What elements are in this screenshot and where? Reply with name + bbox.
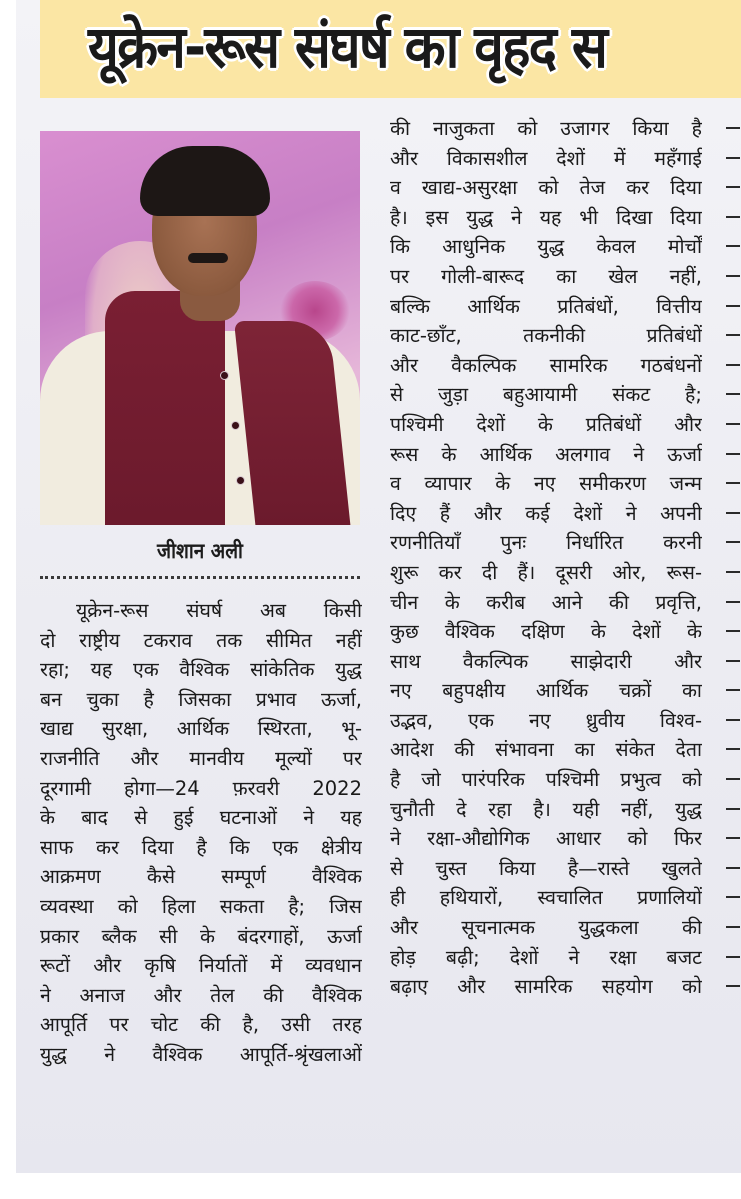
text-line: रहा; यह एक वैश्विक सांकेतिक युद्ध — [40, 658, 362, 682]
cut-off-text-fragment — [724, 469, 741, 499]
text-line: दिए हैं और कई देशों ने अपनी — [390, 501, 702, 525]
article-column-right — [390, 114, 702, 1002]
vest-left-panel — [105, 291, 225, 525]
text-line: बल्कि आर्थिक प्रतिबंधों, वित्तीय — [390, 294, 702, 318]
text-line: प्रकार ब्लैक सी के बंदरगाहों, ऊर्जा — [40, 924, 362, 948]
cut-off-text-fragment — [724, 114, 741, 144]
cut-off-text-fragment — [724, 824, 741, 854]
author-byline: जीशान अली — [157, 539, 243, 563]
cut-off-text-fragment — [724, 795, 741, 825]
vest-button — [220, 371, 229, 380]
article-column-left — [40, 596, 362, 1070]
cut-off-text-fragment — [724, 321, 741, 351]
cut-off-text-fragment — [724, 351, 741, 381]
text-line: आदेश की संभावना का संकेत देता — [390, 738, 702, 762]
text-line: दूरगामी होगा—24 फ़रवरी 2022 — [40, 776, 362, 800]
cut-off-text-fragment — [724, 232, 741, 262]
text-line: और सूचनात्मक युद्धकला की — [390, 916, 702, 940]
text-line: रूस के आर्थिक अलगाव ने ऊर्जा — [390, 442, 702, 466]
cut-off-text-fragment — [724, 144, 741, 174]
text-line: पश्चिमी देशों के प्रतिबंधों और — [390, 412, 702, 436]
text-line: बन चुका है जिसका प्रभाव ऊर्जा, — [40, 687, 362, 711]
text-line: बढ़ाए और सामरिक सहयोग को — [390, 975, 702, 999]
text-line: नए बहुपक्षीय आर्थिक चक्रों का — [390, 679, 702, 703]
text-line: उद्भव, एक नए ध्रुवीय विश्व- — [390, 708, 702, 732]
author-photo — [40, 131, 360, 525]
moustache — [188, 253, 228, 263]
text-line: ही हथियारों, स्वचालित प्रणालियों — [390, 886, 702, 910]
cut-off-text-fragment — [724, 440, 741, 470]
cut-off-text-fragment — [724, 972, 741, 1002]
text-line: साथ वैकल्पिक साझेदारी और — [390, 649, 702, 673]
cut-off-text-fragment — [724, 647, 741, 677]
cut-off-text-fragment — [724, 913, 741, 943]
cut-off-text-fragment — [724, 499, 741, 529]
vest-button — [231, 421, 240, 430]
cut-off-text-fragment — [724, 410, 741, 440]
truncated-next-column — [724, 114, 741, 1144]
text-line: ने अनाज और तेल की वैश्विक — [40, 983, 362, 1007]
cut-off-text-fragment — [724, 676, 741, 706]
text-line: राजनीति और मानवीय मूल्यों पर — [40, 746, 362, 770]
text-line: है जो पारंपरिक पश्चिमी प्रभुत्व को — [390, 768, 702, 792]
headline-banner — [40, 0, 741, 98]
hair — [140, 146, 270, 216]
text-line: चीन के करीब आने की प्रवृत्ति, — [390, 590, 702, 614]
cut-off-text-fragment — [724, 558, 741, 588]
text-line: यूक्रेन-रूस संघर्ष अब किसी — [76, 599, 362, 622]
text-line: और विकासशील देशों में महँगाई — [390, 146, 702, 170]
cut-off-text-fragment — [724, 735, 741, 765]
text-line: होड़ बढ़ी; देशों ने रक्षा बजट — [390, 945, 702, 969]
text-line: और वैकल्पिक सामरिक गठबंधनों — [390, 353, 702, 377]
text-line: से चुस्त किया है—रास्ते खुलते — [390, 856, 702, 880]
text-line: साफ कर दिया है कि एक क्षेत्रीय — [40, 835, 362, 859]
text-line: रणनीतियाँ पुनः निर्धारित करनी — [390, 531, 702, 555]
text-line: शुरू कर दी हैं। दूसरी ओर, रूस- — [390, 560, 702, 584]
cut-off-text-fragment — [724, 617, 741, 647]
cut-off-text-fragment — [724, 706, 741, 736]
cut-off-text-fragment — [724, 262, 741, 292]
headline: यूक्रेन-रूस संघर्ष का वृहद स — [88, 13, 607, 81]
text-line: की नाजुकता को उजागर किया है — [390, 117, 702, 140]
cut-off-text-fragment — [724, 883, 741, 913]
text-line: कि आधुनिक युद्ध केवल मोर्चों — [390, 235, 702, 259]
text-line: व खाद्य-असुरक्षा को तेज कर दिया — [390, 176, 702, 200]
cut-off-text-fragment — [724, 173, 741, 203]
cut-off-text-fragment — [724, 588, 741, 618]
text-line: रूटों और कृषि निर्यातों में व्यवधान — [40, 954, 362, 978]
text-line: ने रक्षा-औद्योगिक आधार को फिर — [390, 827, 702, 851]
text-line: काट-छाँट, तकनीकी प्रतिबंधों — [390, 324, 702, 348]
text-line: युद्ध ने वैश्विक आपूर्ति-श्रृंखलाओं — [40, 1042, 362, 1066]
text-line: व व्यापार के नए समीकरण जन्म — [390, 472, 702, 496]
text-line: आक्रमण कैसे सम्पूर्ण वैश्विक — [40, 865, 362, 889]
cut-off-text-fragment — [724, 765, 741, 795]
text-line: खाद्य सुरक्षा, आर्थिक स्थिरता, भू- — [40, 717, 362, 741]
text-line: व्यवस्था को हिला सकता है; जिस — [40, 894, 362, 918]
cut-off-text-fragment — [724, 380, 741, 410]
cut-off-text-fragment — [724, 854, 741, 884]
dotted-divider — [40, 576, 360, 579]
cut-off-text-fragment — [724, 203, 741, 233]
text-line: दो राष्ट्रीय टकराव तक सीमित नहीं — [40, 628, 362, 652]
text-line: आपूर्ति पर चोट की है, उसी तरह — [40, 1013, 362, 1037]
text-line: चुनौती दे रहा है। यही नहीं, युद्ध — [390, 797, 702, 821]
text-line: के बाद से हुई घटनाओं ने यह — [40, 806, 362, 830]
cut-off-text-fragment — [724, 292, 741, 322]
cut-off-text-fragment — [724, 528, 741, 558]
text-line: से जुड़ा बहुआयामी संकट है; — [390, 383, 702, 407]
text-line: है। इस युद्ध ने यह भी दिखा दिया — [390, 205, 702, 229]
cut-off-text-fragment — [724, 943, 741, 973]
text-line: पर गोली-बारूद का खेल नहीं, — [390, 264, 702, 288]
vest-button — [236, 476, 245, 485]
text-line: कुछ वैश्विक दक्षिण के देशों के — [390, 620, 702, 644]
